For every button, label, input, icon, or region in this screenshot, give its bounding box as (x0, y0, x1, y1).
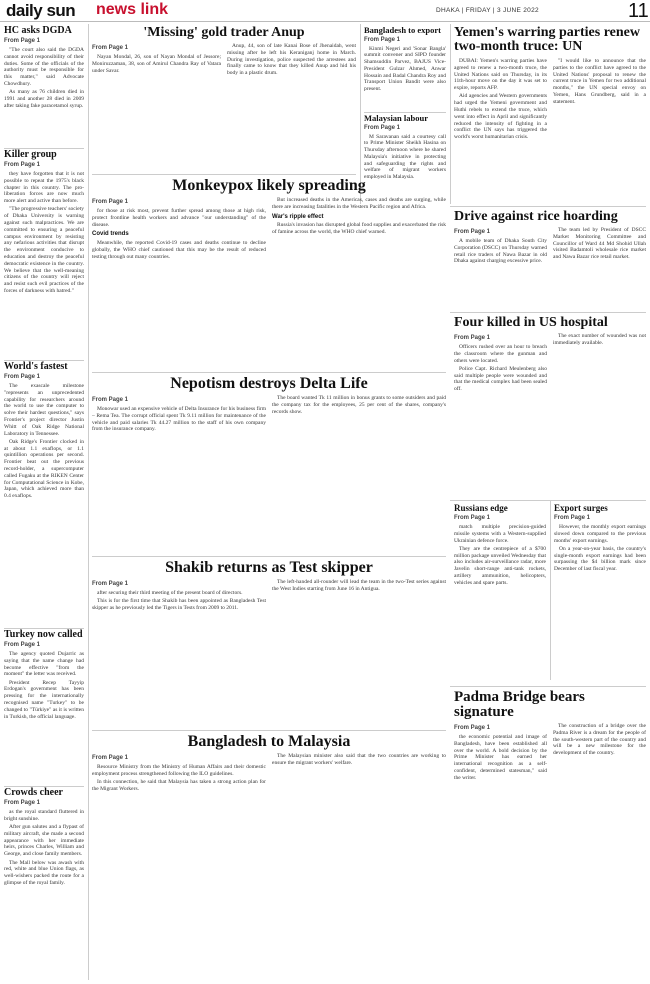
headline: Drive against rice hoarding (454, 209, 618, 224)
article-turkey-now-called (4, 630, 84, 781)
article-yemen-truce (454, 26, 646, 198)
article-body (454, 344, 547, 494)
headline: Monkeypox likely spreading (172, 177, 366, 194)
paragraph: President Recep Tayyip Erdogan's government has been pressing for the internationally recognised name "Turkey" to be changed to "Türkiye" as it is written in Turkish, the official language. (4, 679, 84, 720)
headline: World's fastest (4, 361, 68, 372)
continued-label: From Page 1 (92, 581, 129, 587)
paragraph: they have forgotten that it is not possible to repeat the 1975's black chapter in this country. The pro-liberation forces are now much more alert and active than before. (4, 171, 84, 205)
paragraph: Russia's invasion has disrupted global food supplies and exacerbated the risk of famine across the world, the WHO chief warned. (272, 222, 446, 236)
article-bangladesh-to-malaysia (92, 734, 446, 964)
article-body (272, 395, 446, 553)
paragraph: Police Capt. Richard Meulenberg also said multiple people were wounded and that the medical complex had been sealed off. (454, 365, 547, 393)
article-padma-bridge (454, 690, 646, 984)
paragraph: After gun salutes and a flypast of military aircraft, she made a second appearance with her immediate heirs, princes Charles, William and George, and close family members. (4, 824, 84, 858)
headline: 'Missing' gold trader Anup (143, 25, 305, 40)
newspaper-logo: daily sun (6, 1, 76, 20)
continued-label: From Page 1 (92, 199, 129, 205)
headline: Four killed in US hospital (454, 315, 608, 330)
article-body (227, 43, 356, 161)
continued-label: From Page 1 (92, 397, 129, 403)
paragraph: The left-handed all-rounder will lead the team in the two-Test series against the West Indies starting from June 16 in Antigua. (272, 579, 446, 592)
article-body (272, 197, 446, 377)
headline: Bangladesh to Malaysia (187, 733, 351, 750)
article-body (4, 383, 84, 613)
paragraph: The team led by President of DSCC Market Monitoring Committee and Councillor of Ward 44 Md Shohid Ullah visited Badamtoli wholesale rice market and Nawa Bazar rice retail market. (553, 227, 646, 261)
paragraph: As many as 76 children died in 1991 and another 28 died in 2009 after taking fake paracetamol syrup. (4, 89, 84, 109)
article-body (92, 406, 266, 556)
section-title: news link (96, 1, 169, 18)
continued-label: From Page 1 (4, 800, 41, 806)
continued-label: From Page 1 (92, 45, 129, 51)
article-four-killed (454, 316, 646, 494)
paragraph: But increased deaths in the Americas, cases and deaths are surging, while there are increasing fatalities in the Western Pacific region and Africa. (272, 197, 446, 210)
paragraph: Anup, 44, son of late Kanai Bose of Jhenaidah, went missing after he left his Keraniganj home in March. During investigation, police suspected the arrestees and finally came to know that they killed Anup and hid his body in a plastic drum. (227, 43, 356, 77)
paragraph: Resource Ministry from the Ministry of Human Affairs and their domestic employment process strengthened following the ILO guidelines. (92, 764, 266, 777)
continued-label: From Page 1 (454, 229, 491, 235)
paragraph: "The court also said the DGDA cannot avoid responsibility of their duties. Some of the officials of the authority must be responsible for this matter," said Advocate Chowdhury. (4, 47, 84, 87)
paragraph: DUBAI: Yemen's warring parties have agreed to renew a two-month truce, the United Nations said on Thursday, in its 11th-hour move on the day it was set to expire, reports AFP. (454, 58, 547, 92)
article-body (92, 764, 266, 964)
dateline: DHAKA | FRIDAY | 3 JUNE 2022 (436, 7, 539, 14)
paragraph: A mobile team of Dhaka South City Corporation (DSCC) on Thursday warned retail rice traders of Nawa Bazar in old Dhaka against charging excessive price. (454, 238, 547, 265)
article-russians-edge (454, 504, 546, 684)
article-body (553, 58, 646, 198)
headline: Killer group (4, 149, 57, 160)
paragraph: Nayan Mondal, 26, son of Nayan Mondal of Jessore; Moniruzzaman, 38, son of Amirul Chandra Ray of Vatara under Savar. (92, 54, 221, 74)
paragraph: They are the centrepiece of a $700 million package unveiled Wednesday that also includes air-surveillance radar, more Javelin short-range anti-tank rockets, artillery ammunition, helicopters, vehicles and spare parts. (454, 545, 546, 586)
paragraph: However, the monthly export earnings slowed down compared to the previous months' export earnings. (554, 524, 646, 544)
headline: Malaysian labour (364, 113, 428, 123)
article-body (364, 46, 446, 116)
masthead (0, 0, 650, 22)
paragraph: the economic potential and image of Bangladesh, have been established all over the world. A bold decision by the Prime Minister has earned her international recognition as a self-confident, determined statesman," said the writer. (454, 734, 547, 781)
paragraph: Officers rushed over an hour to breach the classroom where the gunman and others were located. (454, 344, 547, 364)
continued-label: From Page 1 (92, 755, 129, 761)
article-body (272, 753, 446, 963)
paragraph: The exact number of wounded was not immediately available. (553, 333, 646, 346)
headline: Crowds cheer (4, 787, 63, 798)
article-body (92, 590, 266, 730)
continued-label: From Page 1 (454, 725, 491, 731)
paragraph: match multiple precision-guided missile systems with a Western-supplied Ukrainian defence force. (454, 524, 546, 544)
article-crowds-cheer (4, 788, 84, 981)
article-body (553, 227, 646, 317)
continued-label: From Page 1 (4, 38, 41, 44)
article-bangladesh-to-export (364, 26, 446, 116)
paragraph: for those at risk most, prevent further spread among those at high risk, protect frontline health workers and advance "our understanding" of the disease. (92, 208, 266, 228)
article-body (454, 734, 547, 984)
paragraph: The exascale milestone "represents an unprecedented capability for researchers around the world to use the computer to solve their hardest questions," says Frontier's project director Justin Whitt of Oak Ridge National Laboratory in Tennessee. (4, 383, 84, 437)
article-hc-asks-dgda (4, 26, 84, 143)
paragraph: On a year-on-year basis, the country's single-month export earnings had been surpassing the $4 billion mark since December of last fiscal year. (554, 545, 646, 573)
headline: HC asks DGDA (4, 25, 72, 36)
headline: Russians edge (454, 503, 508, 513)
subhead: War's ripple effect (272, 213, 324, 220)
article-body (553, 723, 646, 983)
continued-label: From Page 1 (4, 642, 41, 648)
article-body (4, 47, 84, 143)
paragraph: The Malaysian minister also said that the two countries are working to ensure the migrant workers' welfare. (272, 753, 446, 766)
article-body (4, 171, 84, 347)
paragraph: In this connection, he said that Malaysia has taken a strong action plan for the Migrant Workers. (92, 779, 266, 792)
article-export-surges (554, 504, 646, 684)
article-worlds-fastest (4, 362, 84, 613)
article-shakib (92, 560, 446, 730)
article-missing-gold-trader (92, 26, 356, 164)
article-body (454, 238, 547, 318)
paragraph: This is for the first time that Shakib has been appointed as Bangladesh Test skipper as he previously led the Tigers in Tests from 2009 to 2011. (92, 598, 266, 612)
article-body (454, 524, 546, 684)
article-body (553, 333, 646, 493)
article-rice-hoarding (454, 210, 646, 318)
article-body (92, 54, 221, 164)
headline: Export surges (554, 503, 608, 513)
paragraph: "I would like to announce that the parties to the conflict have agreed to the United Nations' proposal to renew the current truce in Yemen for two additional months," the UN special envoy on Yemen, Hans Grundberg, said in a statement. (553, 58, 646, 105)
article-body (4, 651, 84, 781)
article-body (92, 208, 266, 378)
paragraph: Monowar used an expensive vehicle of Delta Insurance for his business firm – Rema Tea. The corrupt official spent Tk 9.11 million for maintenance of the vehicle and paid salaries Tk 44.27 million to the staff of his own company from the insurance company. (92, 406, 266, 433)
article-body (554, 524, 646, 684)
paragraph: The agency quoted Dujarric as saying that the name change had become effective "from the moment" the letter was received. (4, 651, 84, 678)
paragraph: Oak Ridge's Frontier clocked in at about 1.1 exaflops, or 1.1 quintillion operations per second. Frontier beat out the previous record-holder, a supercomputer called Fugaku at the RIKEN Center for Computational Science in Kobe, Japan, which achieved more than 0.4 exaflops. (4, 438, 84, 500)
paragraph: Kinmi Negeri and 'Sonar Bangla' summit convener and SIPD founder Shamsuddin Parvez, BAJUS Vice-President Gulzar Ahmed, Anwar Hossain and Badal Chandra Roy and Transport Union Bandit were also present. (364, 45, 446, 93)
paragraph: Meanwhile, the reported Covid-19 cases and deaths continue to decline globally, the WHO chief cautioned that this may be the result of reduced testing through out many countries. (92, 240, 266, 260)
headline: Nepotism destroys Delta Life (170, 375, 368, 392)
continued-label: From Page 1 (364, 124, 401, 131)
headline: Padma Bridge bears signature (454, 689, 585, 720)
paragraph: The board wanted Tk 11 million in bonus grants to some outsiders and paid the company tax for the employees, 25 per cent of the shares, company's records show. (272, 395, 446, 415)
paragraph: "The progressive teachers' society of Dhaka University is warning against such malpractices. We are committed to ensuring a peaceful campus environment by resisting any nefarious activities that disrupt the environment conducive to education and destroy the peaceful democratic existence in the country. We believe that the well-meaning citizens of the country will reject and resist such evil practices of the forces of darkness with hatred." (4, 206, 84, 295)
continued-label: From Page 1 (4, 162, 41, 168)
headline: Bangladesh to export (364, 25, 441, 35)
paragraph: The construction of a bridge over the Padma River is a dream for the people of the south-western part of the country and will be a new milestone for the development of the country. (553, 723, 646, 757)
page-number: 11 (628, 0, 649, 22)
continued-label: From Page 1 (454, 335, 491, 341)
paragraph: The Mall below was awash with red, white and blue Union flags, as well-wishers packed the route for a glimpse of the royal family. (4, 859, 84, 886)
article-killer-group (4, 150, 84, 347)
paragraph: Aid agencies and Western governments had urged the Yemeni government and Huthi rebels to extend the truce, which went into effect in April and significantly reduced the intensity of fighting in a conflict the UN says has triggered the world's worst humanitarian crisis. (454, 93, 547, 141)
headline: Turkey now called (4, 629, 83, 640)
subhead: Covid trends (92, 231, 129, 238)
paragraph: as the royal standard fluttered in bright sunshine. (4, 809, 84, 822)
article-body (454, 58, 547, 198)
continued-label: From Page 1 (554, 515, 591, 521)
article-body (4, 809, 84, 981)
article-monkeypox (92, 178, 446, 378)
headline: Shakib returns as Test skipper (165, 559, 373, 576)
continued-label: From Page 1 (4, 374, 41, 380)
paragraph: M Saravanan said a courtesy call to Prime Minister Sheikh Hasina on Thursday afternoon where he shared Malaysia's initiative in protecting and safeguarding the rights and welfare of migrant workers employed in Malaysia. (364, 133, 446, 181)
article-nepotism-delta-life (92, 376, 446, 556)
article-body (272, 579, 446, 729)
continued-label: From Page 1 (364, 36, 401, 43)
paragraph: after securing their third meeting of the present board of directors. (97, 590, 243, 596)
continued-label: From Page 1 (454, 515, 491, 521)
headline: Yemen's warring parties renew two-month truce: UN (454, 25, 640, 54)
